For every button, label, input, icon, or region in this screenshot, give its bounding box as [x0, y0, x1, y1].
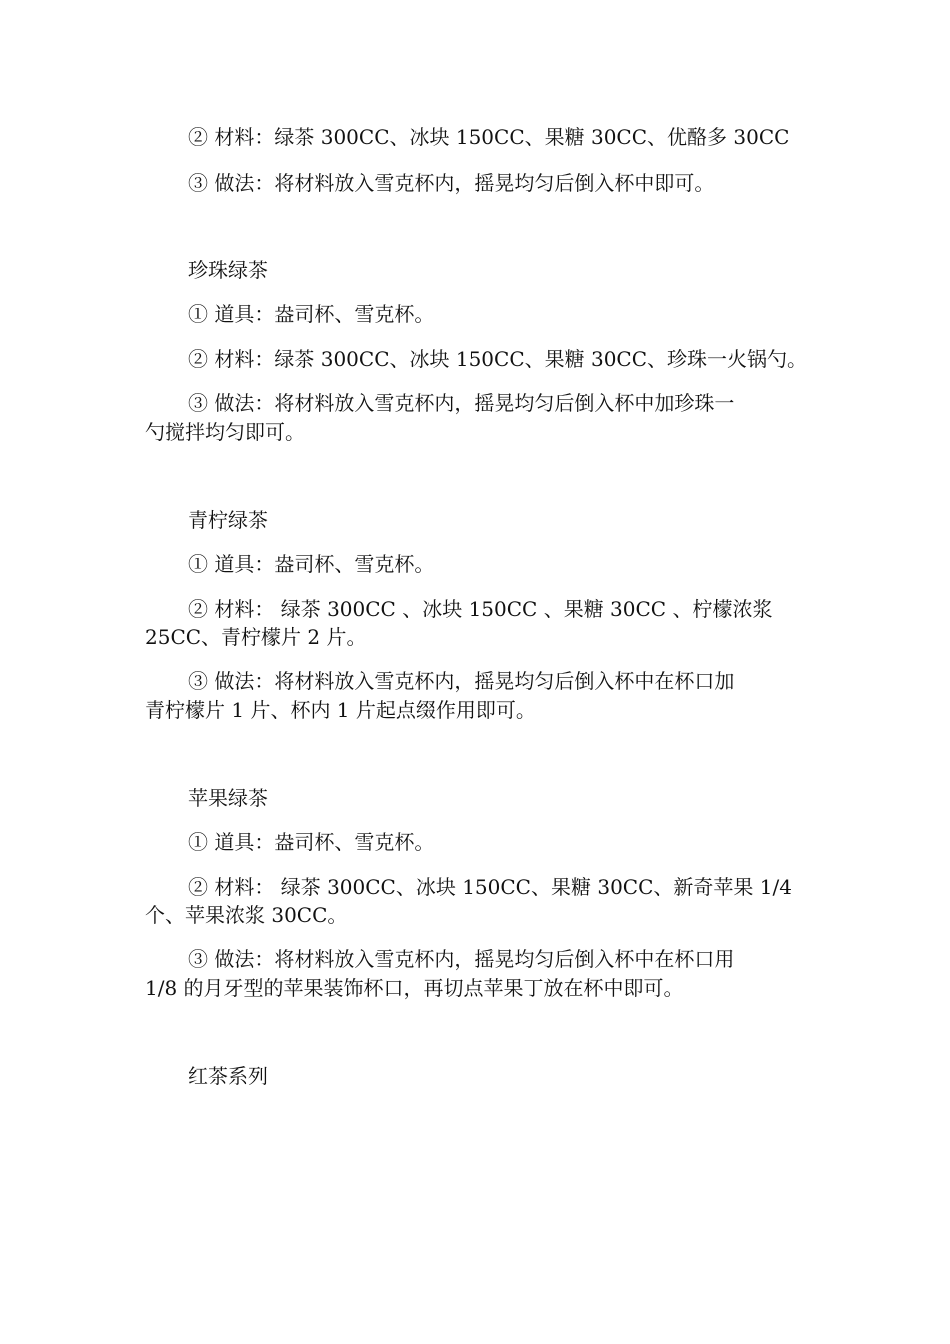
- recipe-title-apple-green-tea: 苹果绿茶: [188, 786, 268, 810]
- intro-materials: ② 材料：绿茶 300CC、冰块 150CC、果糖 30CC、优酪多 30CC: [188, 125, 790, 149]
- recipe-materials: ② 材料：绿茶 300CC、冰块 150CC、果糖 30CC、珍珠一火锅勺。: [188, 347, 808, 371]
- recipe-title-lime-green-tea: 青柠绿茶: [188, 508, 268, 532]
- recipe-tools: ① 道具：盎司杯、雪克杯。: [188, 302, 435, 326]
- intro-method: ③ 做法：将材料放入雪克杯内，摇晃均匀后倒入杯中即可。: [188, 171, 715, 195]
- recipe-materials-line2: 个、苹果浓浆 30CC。: [145, 903, 348, 927]
- recipe-materials-line1: ② 材料： 绿茶 300CC、冰块 150CC、果糖 30CC、新奇苹果 1/4: [188, 875, 792, 899]
- recipe-materials-line2: 25CC、青柠檬片 2 片。: [145, 625, 367, 649]
- recipe-method-line2: 青柠檬片 1 片、杯内 1 片起点缀作用即可。: [145, 698, 536, 722]
- recipe-title-pearl-green-tea: 珍珠绿茶: [188, 258, 268, 282]
- section-heading-black-tea: 红茶系列: [188, 1064, 268, 1088]
- recipe-tools: ① 道具：盎司杯、雪克杯。: [188, 830, 435, 854]
- recipe-method-line1: ③ 做法：将材料放入雪克杯内，摇晃均匀后倒入杯中在杯口加: [188, 669, 735, 693]
- recipe-method-line2: 1/8 的月牙型的苹果装饰杯口，再切点苹果丁放在杯中即可。: [145, 976, 684, 1000]
- recipe-materials-line1: ② 材料： 绿茶 300CC 、冰块 150CC 、果糖 30CC 、柠檬浓浆: [188, 597, 773, 621]
- recipe-method-line1: ③ 做法：将材料放入雪克杯内，摇晃均匀后倒入杯中加珍珠一: [188, 391, 735, 415]
- recipe-method-line2: 勺搅拌均匀即可。: [145, 420, 305, 444]
- recipe-method-line1: ③ 做法：将材料放入雪克杯内，摇晃均匀后倒入杯中在杯口用: [188, 947, 735, 971]
- recipe-tools: ① 道具：盎司杯、雪克杯。: [188, 552, 435, 576]
